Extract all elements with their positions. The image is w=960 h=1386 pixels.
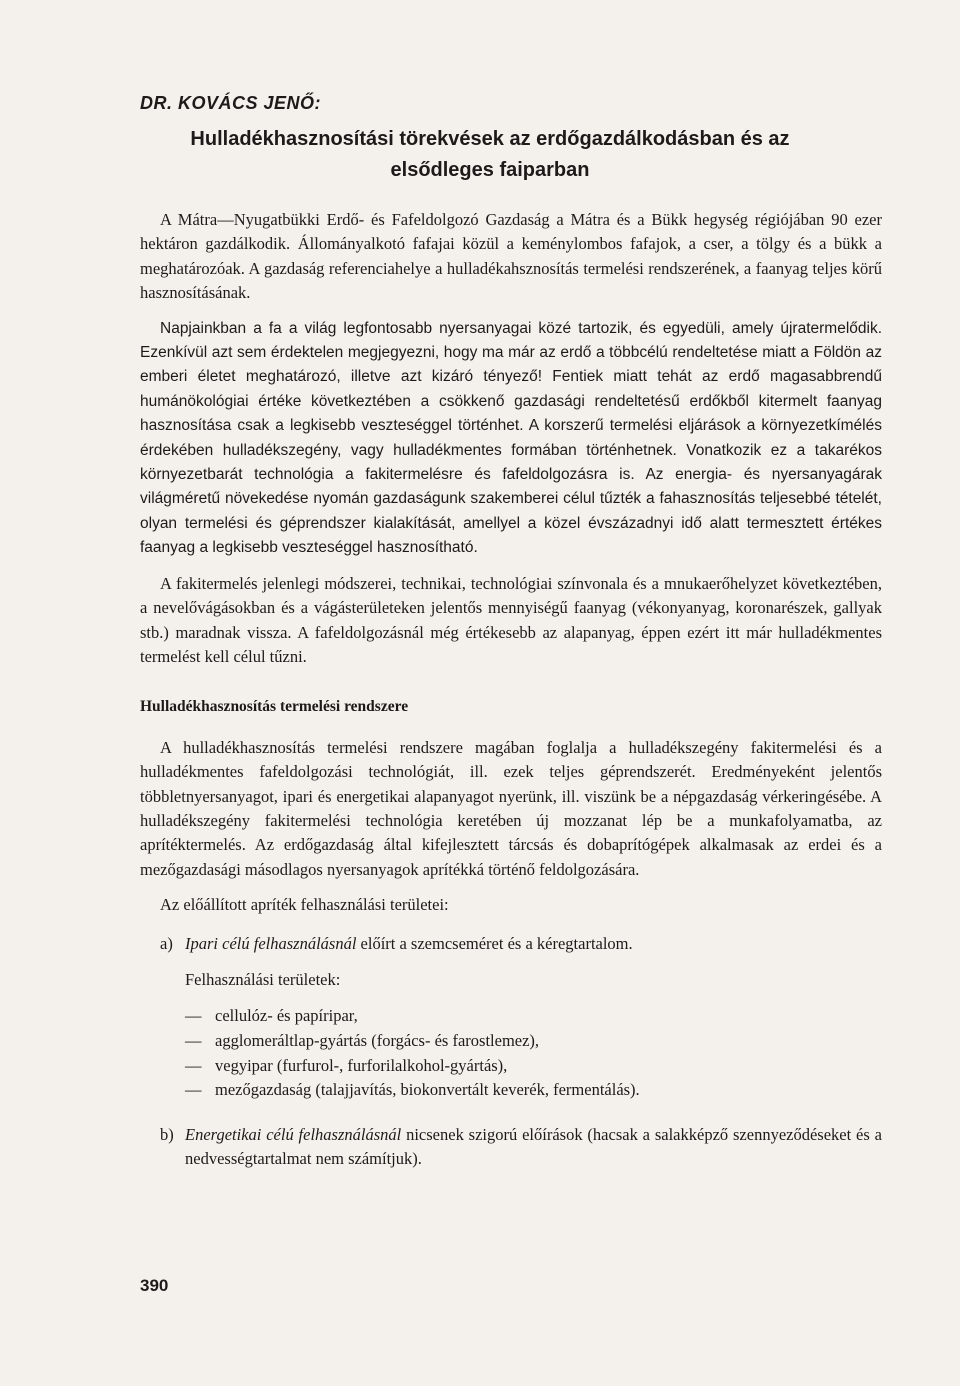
author-name: DR. KOVÁCS JENŐ:	[140, 93, 322, 113]
list-item-b	[160, 1123, 882, 1172]
paragraph-wood-importance: Napjainkban a fa a világ legfontosabb nyersanyagai közé tartozik, és egyedüli, amely újratermelődik. Ezenkívül azt sem érdektelen megjegyezni, hogy ma már az erdő a többcélú rendeltetése miatt a Földön az emberi életet meghatározó, illetve azt kizáró tényező! Fentiek miatt tehát az erdő magasabbrendű humánökológiai értéke következtében a csökkenő gazdasági rendeltetésű erdőkből kitermelt faanyag hasznosítása csak a legkisebb veszteséggel történhet. A korszerű termelési eljárások a környezetkímélés érdekében hulladékszegény, vagy hulladékmentes formában történhetnek. Vonatkozik ez a takarékos környezetbarát technológia a fakitermelésre és fafeldolgozásra is. Az energia- és nyersanyagárak világméretű növekedése nyomán gazdaságunk szakemberei célul tűzték a fahasznosítás teljesebbé tételét, olyan termelési és géprendszer kialakítását, amellyel a közel évszázadnyi idő alatt termesztett értékes faanyag a legkisebb veszteséggel hasznosítható.	[140, 319, 882, 557]
article-title-line-1: Hulladékhasznosítási törekvések az erdőgazdálkodásban és az	[190, 128, 790, 150]
item-text: nicsenek szigorú előírások (hacsak a salakképző szennyeződéseket és a nedvességtartalmat nem számítjuk).	[185, 1124, 882, 1169]
list-item: — mezőgazdaság (talajjavítás, biokonvertált keverék, fermentálás).	[185, 1078, 882, 1103]
section-paragraph: A hulladékhasznosítás termelési rendszere magában foglalja a hulladékszegény fakitermelési és a hulladékmentes fafeldolgozási technológiát, ill. ezek teljes géprendszerét. Eredményeként jelentős többletnyersanyagot, ipari és energetikai alapanyagot nyerünk, ill. viszünk be a népgazdaság vérkeringésébe. A hulladékszegény fakitermelési technológia keretében új mozzanat lép be a munkafolyamatba, az aprítéktermelés. Az erdőgazdaság által kifejlesztett tárcsás és dobaprítógépek alkalmasak az erdei és a mezőgazdasági másodlagos nyersanyagok aprítékká történő feldolgozására.	[140, 737, 882, 879]
item-marker: b)	[160, 1124, 174, 1144]
paragraph-logging-methods: A fakitermelés jelenlegi módszerei, technikai, technológiai színvonala és a mnukaerőhelyzet következtében, a nevelővágásokban és a vágásterületeken jelentős mennyiségű faanyag (vékonyanyag, koronarészek, gallyak stb.) maradnak vissza. A fafeldolgozásnál még értékesebb az alapanyag, éppen ezért itt már hulladékmentes termelést kell célul tűzni.	[140, 573, 882, 666]
list-item: — cellulóz- és papíripar,	[185, 1004, 882, 1029]
list-item-a	[160, 932, 882, 956]
dash: —	[185, 1030, 202, 1050]
dash: —	[185, 1055, 202, 1075]
dash: —	[185, 1080, 202, 1100]
uses-label: Felhasználási területek:	[185, 969, 341, 989]
article-title-line-2: elsődleges faiparban	[390, 159, 590, 181]
article-body	[140, 208, 882, 1178]
list-item: — vegyipar (furfurol-, furforilalkohol-gyártás),	[185, 1054, 882, 1079]
uses-list	[185, 1004, 882, 1102]
page-number: 390	[140, 1276, 169, 1295]
item-text: előírt a szemcseméret és a kéregtartalom.	[356, 933, 633, 953]
item-emphasis: Energetikai célú felhasználásnál	[185, 1124, 402, 1144]
item-marker: a)	[160, 933, 173, 953]
item-emphasis: Ipari célú felhasználásnál	[185, 933, 357, 953]
section-heading: Hulladékhasznosítás termelési rendszere	[140, 698, 409, 716]
paragraph-intro: A Mátra—Nyugatbükki Erdő- és Fafeldolgozó Gazdaság a Mátra és a Bükk hegység régiójában 90 ezer hektáron gazdálkodik. Állományalkotó fafajai közül a keménylombos fafajok, a cser, a tölgy és a bükk a meghatározóak. A gazdaság referenciahelye a hulladékahsznosítás termelési rendszerének, a faanyag teljes körű hasznosításának.	[140, 210, 882, 303]
uses-intro: Az előállított apríték felhasználási területei:	[160, 895, 449, 915]
list-item: — agglomeráltlap-gyártás (forgács- és farostlemez),	[185, 1029, 882, 1054]
dash: —	[185, 1006, 202, 1026]
